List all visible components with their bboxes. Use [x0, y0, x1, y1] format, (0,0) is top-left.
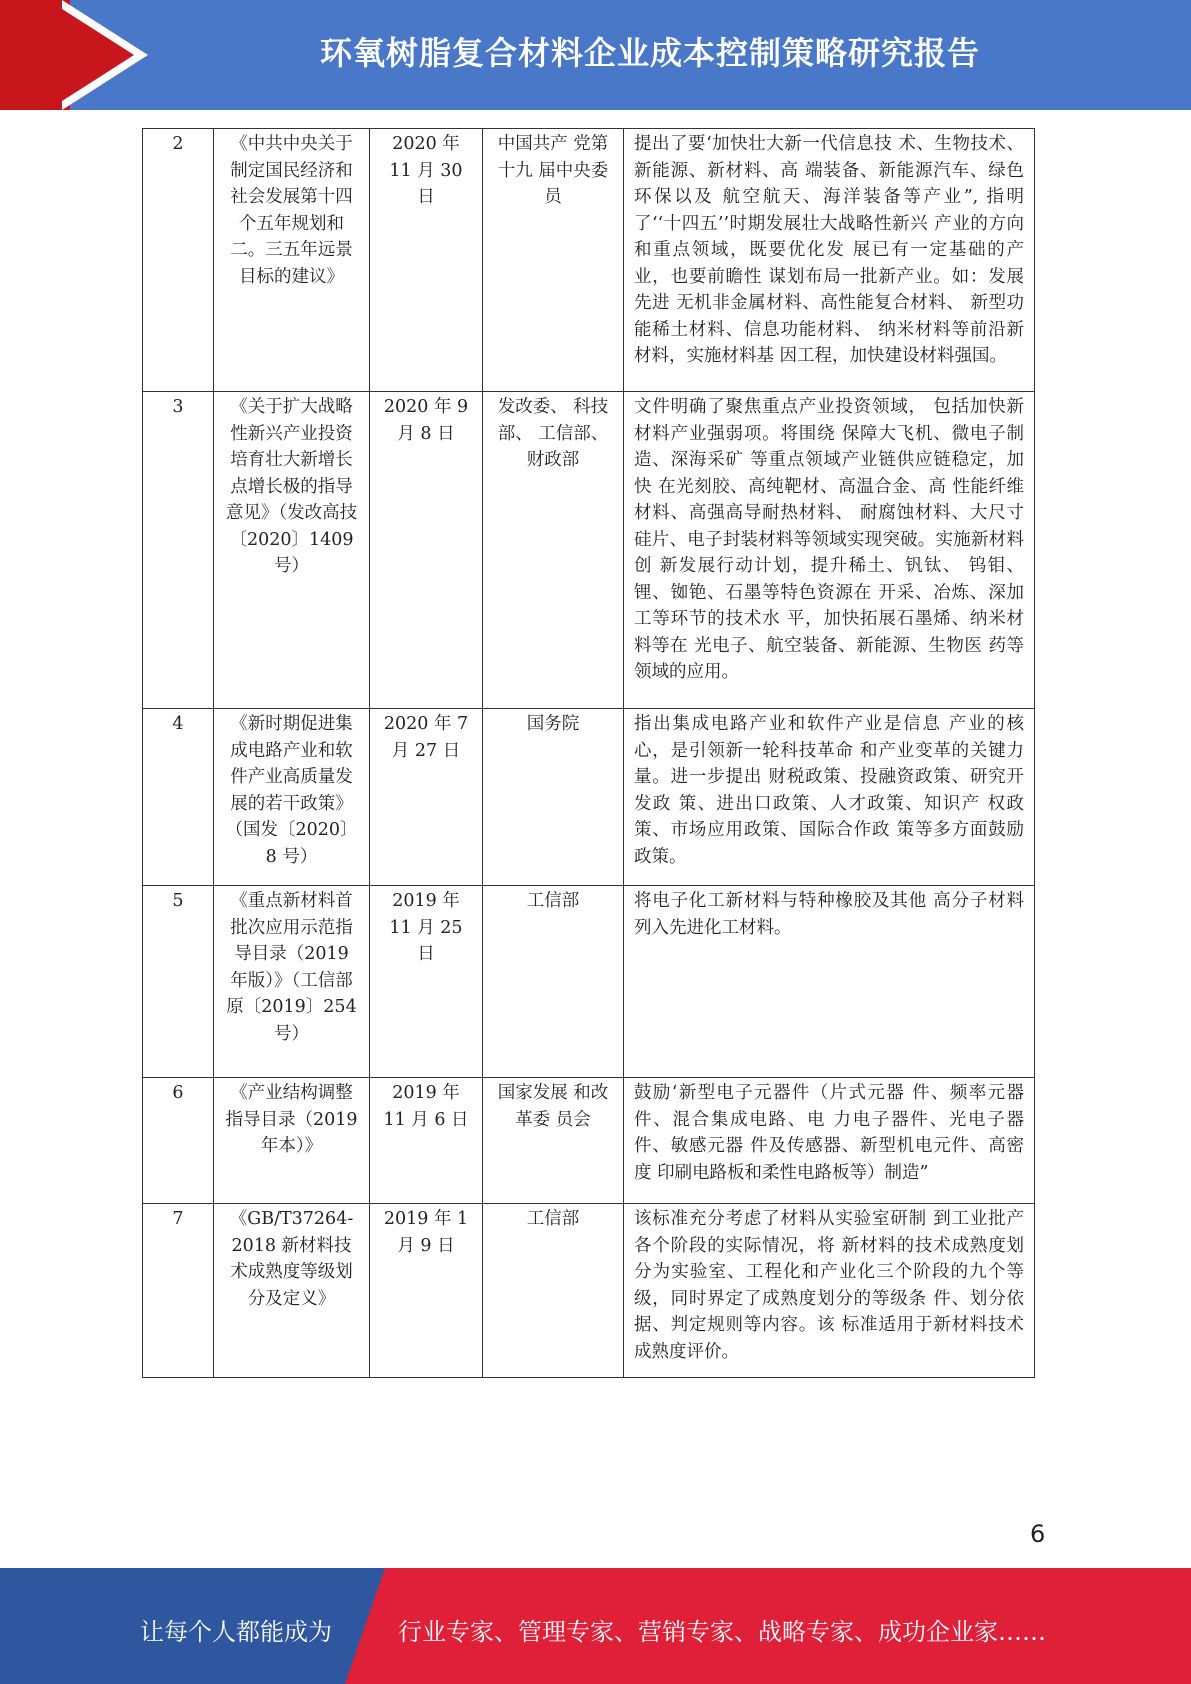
header-chevron	[48, 0, 134, 110]
page-footer	[0, 1568, 1191, 1684]
cell-issuer: 国务院	[483, 709, 624, 886]
table-row	[143, 1204, 1035, 1378]
footer-slogan-left: 让每个人都能成为	[140, 1618, 332, 1646]
cell-number: 2	[143, 129, 214, 392]
cell-date: 2020 年 9 月 8 日	[370, 392, 483, 709]
cell-date: 2019 年 11 月 6 日	[370, 1078, 483, 1204]
cell-date: 2020 年 7 月 27 日	[370, 709, 483, 886]
cell-description: 指出集成电路产业和软件产业是信息 产业的核心，是引领新一轮科技革命 和产业变革的关键力量。进一步提出 财税政策、投融资政策、研究开发政 策、进出口政策、人才政策、知识产 权政策、市场应用政策、国际合作政 策等多方面鼓励政策。	[624, 709, 1035, 886]
cell-document-title: 《关于扩大战略性新兴产业投资培育壮大新增长点增长极的指导意见》（发改高技〔2020〕1409 号）	[214, 392, 370, 709]
cell-date: 2020 年 11 月 30 日	[370, 129, 483, 392]
cell-number: 6	[143, 1078, 214, 1204]
cell-document-title: 《产业结构调整指导目录（2019 年本）》	[214, 1078, 370, 1204]
policy-table	[142, 128, 1035, 1378]
cell-description: 该标准充分考虑了材料从实验室研制 到工业批产各个阶段的实际情况，将 新材料的技术成熟度划分为实验室、工程化和产业化三个阶段的九个等 级，同时界定了成熟度划分的等级条 件、划分依据、判定规则等内容。该 标准适用于新材料技术成熟度评价。	[624, 1204, 1035, 1378]
cell-document-title: 《重点新材料首批次应用示范指导目录（2019 年版）》（工信部原〔2019〕254 号）	[214, 886, 370, 1078]
cell-description: 提出了要‘加快壮大新一代信息技 术、生物技术、新能源、新材料、高 端装备、新能源汽车、绿色环保以及 航空航天、海洋装备等产业”, 指明 了‘‘十四五’’时期发展壮大战略性新兴 产业的方向和重点领域，既要优化发 展已有一定基础的产业，也要前瞻性 谋划布局一批新产业。如：发展先进 无机非金属材料、高性能复合材料、 新型功能稀土材料、信息功能材料、 纳米材料等前沿新材料，实施材料基 因工程，加快建设材料强国。	[624, 129, 1035, 392]
table-row	[143, 886, 1035, 1078]
cell-date: 2019 年 11 月 25 日	[370, 886, 483, 1078]
cell-number: 7	[143, 1204, 214, 1378]
table-row	[143, 709, 1035, 886]
cell-number: 4	[143, 709, 214, 886]
cell-document-title: 《新时期促进集成电路产业和软件产业高质量发展的若干政策》（国发〔2020〕 8 号）	[214, 709, 370, 886]
cell-issuer: 发改委、 科技部、 工信部、 财政部	[483, 392, 624, 709]
cell-document-title: 《GB/T37264-2018 新材料技术成熟度等级划分及定义》	[214, 1204, 370, 1378]
report-title: 环氧树脂复合材料企业成本控制策略研究报告	[319, 34, 980, 72]
cell-issuer: 工信部	[483, 1204, 624, 1378]
page-header	[0, 0, 1191, 110]
table-row	[143, 129, 1035, 392]
footer-slogan-right: 行业专家、管理专家、营销专家、战略专家、成功企业家……	[398, 1618, 1046, 1646]
cell-issuer: 中国共产 党第十九 届中央委 员	[483, 129, 624, 392]
table-row	[143, 392, 1035, 709]
cell-description: 将电子化工新材料与特种橡胶及其他 高分子材料列入先进化工材料。	[624, 886, 1035, 1078]
cell-description: 鼓励‘新型电子元器件（片式元器 件、频率元器件、混合集成电路、电 力电子器件、光电子器件、敏感元器 件及传感器、新型机电元件、高密度 印刷电路板和柔性电路板等）制造”	[624, 1078, 1035, 1204]
table-row	[143, 1078, 1035, 1204]
cell-number: 3	[143, 392, 214, 709]
policy-table-body	[143, 129, 1035, 1378]
cell-date: 2019 年 1 月 9 日	[370, 1204, 483, 1378]
cell-description: 文件明确了聚焦重点产业投资领域， 包括加快新材料产业强弱项。将围绕 保障大飞机、微电子制造、深海采矿 等重点领域产业链供应链稳定，加快 在光刻胶、高纯靶材、高温合金、高 性能纤维材料、高强高导耐热材料、 耐腐蚀材料、大尺寸硅片、电子封装材料等领域实现突破。实施新材料创 新发展行动计划，提升稀土、钒钛、 钨钼、锂、铷铯、石墨等特色资源在 开采、冶炼、深加工等环节的技术水 平，加快拓展石墨烯、纳米材料等在 光电子、航空装备、新能源、生物医 药等领域的应用。	[624, 392, 1035, 709]
cell-issuer: 国家发展 和改革委 员会	[483, 1078, 624, 1204]
page-number: 6	[1030, 1520, 1046, 1548]
cell-document-title: 《中共中央关于制定国民经济和社会发展第十四个五年规划和二。三五年远景目标的建议》	[214, 129, 370, 392]
cell-number: 5	[143, 886, 214, 1078]
cell-issuer: 工信部	[483, 886, 624, 1078]
